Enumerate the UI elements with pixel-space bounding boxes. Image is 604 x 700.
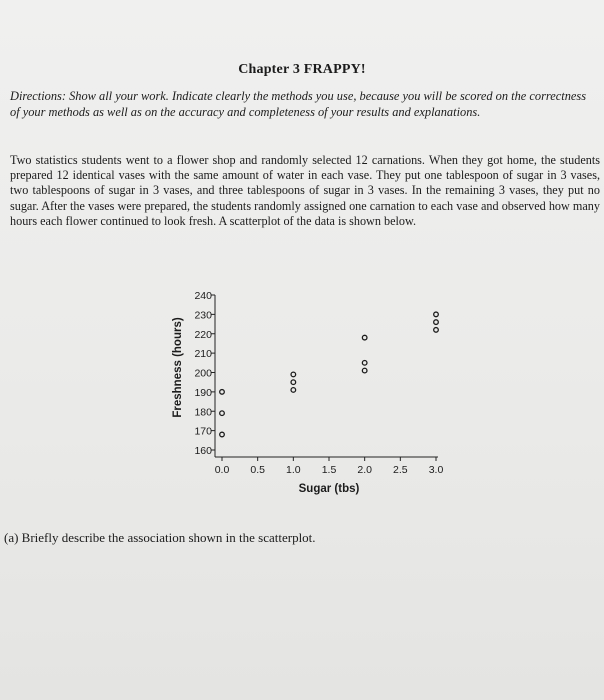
y-tick-label: 230 — [194, 309, 212, 322]
y-tick-label: 160 — [194, 445, 212, 457]
x-tick-label: 1.0 — [286, 464, 301, 476]
scatterplot — [160, 275, 460, 505]
data-point — [291, 380, 296, 385]
x-tick-label: 0.5 — [250, 464, 265, 476]
y-tick-label: 180 — [194, 406, 212, 419]
x-tick-label: 3.0 — [428, 464, 444, 476]
data-point — [434, 328, 439, 333]
y-tick-label: 190 — [194, 386, 212, 399]
scatterplot-svg — [160, 275, 460, 505]
data-point — [362, 368, 367, 373]
data-point — [434, 320, 439, 325]
y-tick-label: 210 — [194, 348, 212, 361]
x-axis-title: Sugar (tbs) — [298, 483, 360, 495]
directions-text: Directions: Show all your work. Indicate clearly the methods you use, because you will be scored on the correctness of your methods as well as on the accuracy and completeness of your results and explanations. — [10, 89, 587, 119]
data-point — [291, 388, 296, 393]
data-point — [220, 390, 225, 395]
data-point — [362, 361, 367, 366]
x-tick-label: 2.0 — [357, 464, 372, 476]
page-title: Chapter 3 FRAPPY! — [238, 62, 366, 77]
data-point — [220, 432, 225, 437]
question-a: (a) Briefly describe the association shown in the scatterplot. — [4, 530, 316, 545]
y-tick-label: 220 — [194, 328, 212, 341]
x-tick-label: 1.5 — [321, 464, 337, 476]
data-point — [220, 411, 225, 416]
data-point — [434, 312, 439, 317]
data-point — [362, 335, 367, 340]
y-tick-label: 200 — [194, 367, 212, 380]
y-tick-label: 170 — [194, 425, 212, 438]
problem-text: Two statistics students went to a flower shop and randomly selected 12 carnations. When they got home, the students prepared 12 identical vases with the same amount of water in each vase. They put one tablespoon of sugar in 3 vases, two tablespoons of sugar in 3 vases, and three tablespoons of sugar in 3 vases. In the remaining 3 vases, they put no sugar. After the vases were prepared, the students randomly assigned one carnation to each vase and observed how many hours each flower continued to look fresh. A scatterplot of the data is shown below. — [10, 153, 600, 228]
x-tick-label: 2.5 — [393, 464, 408, 476]
data-point — [291, 372, 296, 377]
x-tick-label: 0.0 — [214, 464, 230, 476]
y-axis-title: Freshness (hours) — [172, 317, 184, 418]
y-tick-label: 240 — [194, 290, 212, 302]
